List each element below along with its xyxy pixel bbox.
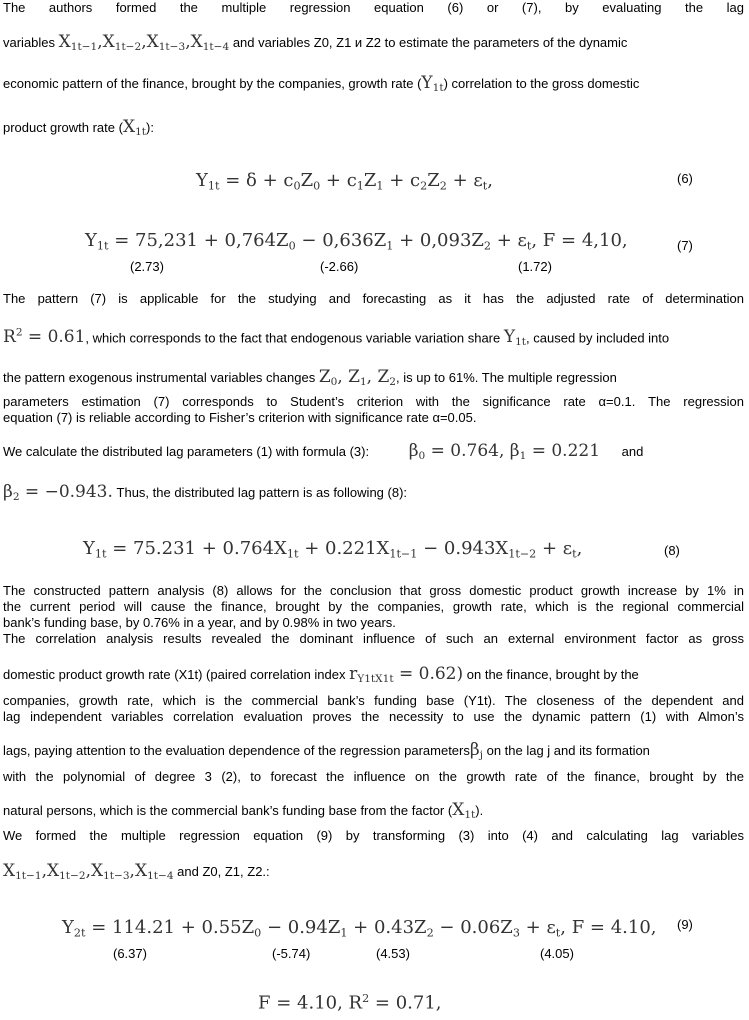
paragraph-2-line-1: The pattern (7) is applicable for the studying and forecasting as it has the adjusted rate of determination <box>3 291 744 306</box>
t-value: (-5.74) <box>272 946 311 961</box>
paragraph-5-line-5: lags, paying attention to the evaluation dependence of the regression parametersβ$_j$ on the lag j and its formation <box>3 740 650 762</box>
t-value: (6.37) <box>113 946 147 961</box>
t-value: (-2.66) <box>320 259 359 274</box>
paragraph-4-line-1: The constructed pattern analysis (8) allows for the conclusion that gross domestic product growth increase by 1% in <box>3 583 744 598</box>
equation-6: $Y_{1t} = \delta + c_0Z_0 + c_1Z_1 + c_2Z_2 + \varepsilon_t$, <box>196 170 493 193</box>
equation-7-number: (7) <box>677 238 693 253</box>
paragraph-5-line-4: lag independent variables correlation evaluation proves the necessity to use the dynamic pattern (1) with Almon’s <box>3 709 744 724</box>
paragraph-1-line-3: economic pattern of the finance, brought by the companies, growth rate $(Y_{1t})$ correlation to the gross domestic <box>3 73 640 95</box>
paragraph-5-line-2: domestic product growth rate (X1t) (paired correlation index $r_{Y1tX1t} = 0.62$) on the finance, brought by the <box>3 664 639 686</box>
paragraph-5-line-7: natural persons, which is the commercial bank’s funding base from the factor $(X_{1t})$. <box>3 800 484 822</box>
equation-8-number: (8) <box>664 543 680 558</box>
paragraph-5-line-1: The correlation analysis results revealed the dominant influence of such an external environment factor as gross <box>3 631 744 646</box>
paragraph-4-line-3: bank’s funding base, by 0.76% in a year, and by 0.98% in two years. <box>3 615 396 630</box>
paragraph-2-line-5: equation (7) is reliable according to Fisher’s criterion with significance rate α=0.05. <box>3 410 477 425</box>
equation-6-number: (6) <box>677 171 693 186</box>
t-value: (1.72) <box>518 259 552 274</box>
paragraph-2-line-4: parameters estimation (7) corresponds to Student’s criterion with the significance rate α=0.1. The regression <box>3 394 744 409</box>
paragraph-1-line-1: The authors formed the multiple regression equation (6) or (7), by evaluating the lag <box>3 0 744 15</box>
paragraph-1-line-4: product growth rate $(X_{1t})$: <box>3 117 154 139</box>
paragraph-2-line-2: $R^2 = 0.61$, which corresponds to the fact that endogenous variable variation share $Y_{1t}$, caused by included into <box>3 327 670 349</box>
equation-9: $Y_{2t} = 114.21 + 0.55Z_0 - 0.94Z_1 + 0.43Z_2 - 0.06Z_3 + \varepsilon_t$, F = 4.10, <box>62 917 657 940</box>
paragraph-3-line-1: We calculate the distributed lag parameters (1) with formula (3): $\beta_0 = 0.764$, $\beta_1 = 0.221$ and <box>3 441 644 463</box>
paragraph-5-line-6: with the polynomial of degree 3 (2), to forecast the influence on the growth rate of the finance, brought by the <box>3 769 744 784</box>
paragraph-1-line-2: variables $X_{1t-1},X_{1t-2},X_{1t-3},X_{1t-4}$ and variables Z0, Z1 и Z2 to estimate the parameters of the dynamic <box>3 32 628 54</box>
paragraph-2-line-3: the pattern exogenous instrumental variables changes $Z_0$, $Z_1$, $Z_2$, is up to 61%. The multiple regression <box>3 367 617 389</box>
paragraph-4-line-2: the current period will cause the finance, brought by the companies, growth rate, which is the regional commercial <box>3 599 744 614</box>
t-value: (4.05) <box>540 946 574 961</box>
paragraph-5-line-3: companies, growth rate, which is the commercial bank’s funding base (Y1t). The closeness of the dependent and <box>3 693 744 708</box>
lag-variables-math: $X_{1t-1},X_{1t-2},X_{1t-3},X_{1t-4}$ <box>58 32 230 54</box>
t-value: (4.53) <box>376 946 410 961</box>
paragraph-3-line-2: $\beta_2 = -0.943$. Thus, the distributed lag pattern is as following (8): <box>3 482 408 504</box>
equation-8: $Y_{1t} = 75.231 + 0.764X_{1t} + 0.221X_{1t-1} - 0.943X_{1t-2} + \varepsilon_t$, <box>83 538 583 561</box>
equation-fit-stats: F = 4.10, $R^2 = 0.71$, <box>258 992 442 1014</box>
equation-9-number: (9) <box>677 917 693 932</box>
equation-7: $Y_{1t} = 75,231 + 0,764Z_0 - 0,636Z_1 + 0,093Z_2 + \varepsilon_t$, F = 4,10, <box>85 230 628 253</box>
t-value: (2.73) <box>130 259 164 274</box>
paragraph-6-line-2: $X_{1t-1},X_{1t-2},X_{1t-3},X_{1t-4}$ and Z0, Z1, Z2.: <box>3 861 270 883</box>
paragraph-6-line-1: We formed the multiple regression equation (9) by transforming (3) into (4) and calculating lag variables <box>3 828 744 843</box>
